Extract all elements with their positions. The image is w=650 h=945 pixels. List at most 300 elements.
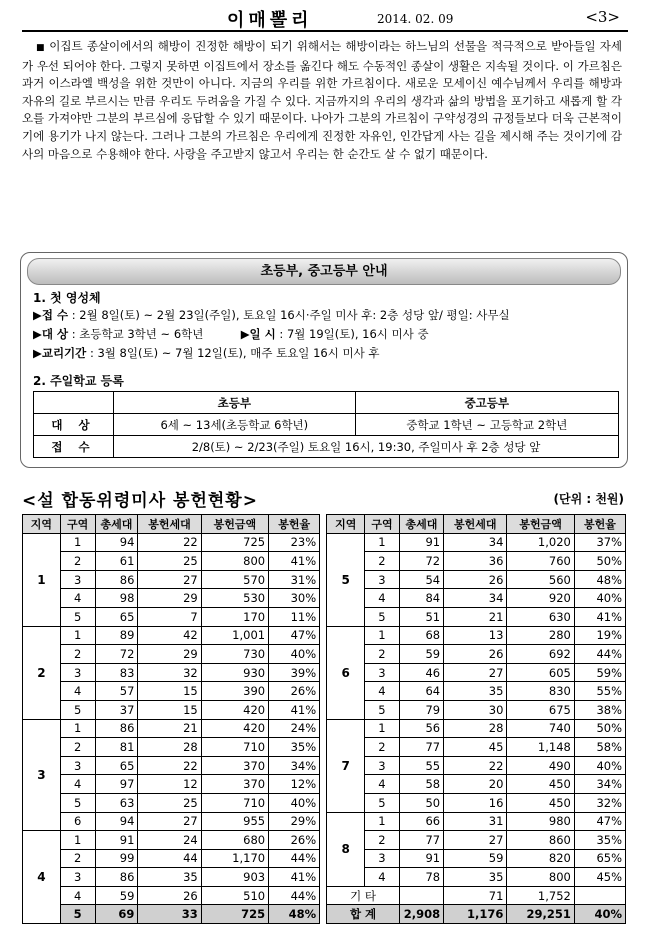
- cell-total-households: 79: [399, 700, 443, 719]
- sched-target-row: [34, 414, 619, 436]
- cell-district: 1: [60, 831, 95, 850]
- column-gap: [320, 533, 327, 552]
- cell-total-households: 66: [399, 812, 443, 831]
- cell-district: 4: [365, 682, 400, 701]
- cell-district: 5: [365, 607, 400, 626]
- cell-offering-rate: 38%: [574, 700, 625, 719]
- row-reg-label: 접 수: [34, 436, 114, 458]
- table-row: [23, 793, 626, 812]
- cell-offering-amount: 740: [507, 719, 574, 738]
- table-row: [23, 868, 626, 887]
- cell-total-households: 98: [95, 589, 138, 608]
- cell-offering-amount: 490: [507, 756, 574, 775]
- cell-total-households: 89: [95, 626, 138, 645]
- header-offering-households: 봉헌세대: [138, 515, 201, 534]
- cell-offering-amount: 860: [507, 831, 574, 850]
- cell-district: 4: [60, 589, 95, 608]
- header-offering-rate: 봉헌율: [269, 515, 320, 534]
- cell-offering-households: 59: [444, 849, 507, 868]
- cell-total-households: 86: [95, 719, 138, 738]
- cell-offering-rate: 41%: [574, 607, 625, 626]
- cell-district: 4: [365, 868, 400, 887]
- cell-offering-rate: 40%: [269, 645, 320, 664]
- cell-district: 3: [365, 849, 400, 868]
- cell-offering-households: 21: [138, 719, 201, 738]
- column-gap: [320, 719, 327, 738]
- intro-paragraph: [22, 38, 622, 163]
- cell-offering-rate: 48%: [574, 570, 625, 589]
- cell-district: 3: [60, 756, 95, 775]
- cell-offering-rate: 40%: [574, 756, 625, 775]
- class-label: ▶교리기간: [33, 346, 87, 360]
- cell-offering-households: 26: [444, 645, 507, 664]
- etc-households: 71: [444, 886, 507, 905]
- cell-offering-rate: 47%: [574, 812, 625, 831]
- total-label: 합 계: [327, 905, 400, 924]
- cell-district: 5: [60, 607, 95, 626]
- table-row: [23, 607, 626, 626]
- cell-offering-households: 28: [138, 738, 201, 757]
- cell-offering-rate: 48%: [269, 905, 320, 924]
- cell-total-households: 59: [95, 886, 138, 905]
- column-gap: [320, 775, 327, 794]
- cell-offering-households: 29: [138, 645, 201, 664]
- cell-offering-rate: 32%: [574, 793, 625, 812]
- cell-offering-amount: 710: [201, 793, 268, 812]
- cell-total-households: 69: [95, 905, 138, 924]
- cell-total-households: 50: [399, 793, 443, 812]
- bulletin-title: 이매뽈리: [227, 10, 313, 31]
- cell-offering-households: 27: [138, 812, 201, 831]
- cell-offering-amount: 420: [201, 700, 268, 719]
- header-district: 구역: [365, 515, 400, 534]
- reg-value: : 2월 8일(토) ~ 2월 23일(주일), 토요일 16시·주일 미사 후: 2층 성당 앞/ 평일: 사무실: [71, 308, 510, 322]
- table-row: [23, 533, 626, 552]
- cell-total-households: 91: [399, 849, 443, 868]
- header-region: 지역: [327, 515, 365, 534]
- cell-district: 4: [60, 682, 95, 701]
- cell-district: 2: [365, 645, 400, 664]
- cell-offering-rate: 41%: [269, 868, 320, 887]
- cell-total-households: 83: [95, 663, 138, 682]
- cell-total-households: 91: [95, 831, 138, 850]
- cell-total-households: 65: [95, 607, 138, 626]
- cell-district: 2: [60, 849, 95, 868]
- cell-district: 5: [60, 700, 95, 719]
- cell-total-households: 94: [95, 533, 138, 552]
- cell-district: 5: [365, 700, 400, 719]
- cell-offering-amount: 630: [507, 607, 574, 626]
- cell-offering-households: 27: [444, 663, 507, 682]
- cell-offering-amount: 390: [201, 682, 268, 701]
- cell-offering-amount: 370: [201, 756, 268, 775]
- cell-offering-amount: 280: [507, 626, 574, 645]
- cell-offering-rate: 45%: [574, 868, 625, 887]
- cell-offering-rate: 35%: [269, 738, 320, 757]
- cell-offering-households: 44: [138, 849, 201, 868]
- cell-offering-amount: 1,020: [507, 533, 574, 552]
- region-cell: 3: [23, 719, 61, 831]
- header-total-households: 총세대: [399, 515, 443, 534]
- cell-district: 4: [365, 589, 400, 608]
- column-gap: [320, 589, 327, 608]
- cell-offering-households: 36: [444, 552, 507, 571]
- cell-offering-households: 35: [444, 868, 507, 887]
- table-row: [23, 756, 626, 775]
- cell-total-households: 72: [95, 645, 138, 664]
- cell-district: 5: [60, 905, 95, 924]
- cell-offering-rate: 55%: [574, 682, 625, 701]
- column-gap: [320, 570, 327, 589]
- table-row: [23, 738, 626, 757]
- cell-offering-rate: 19%: [574, 626, 625, 645]
- table-row: [23, 812, 626, 831]
- target-value: : 초등학교 3학년 ~ 6학년: [71, 327, 204, 341]
- cell-offering-rate: 26%: [269, 831, 320, 850]
- sunday-school-title: 2. 주일학교 등록: [33, 374, 124, 388]
- cell-offering-amount: 605: [507, 663, 574, 682]
- cell-total-households: 37: [95, 700, 138, 719]
- column-gap: [320, 886, 327, 905]
- cell-offering-rate: 44%: [574, 645, 625, 664]
- page-number: <3>: [585, 8, 620, 26]
- cell-district: 3: [60, 663, 95, 682]
- cell-district: 1: [365, 719, 400, 738]
- cell-offering-amount: 920: [507, 589, 574, 608]
- cell-offering-households: 35: [138, 868, 201, 887]
- cell-district: 1: [365, 626, 400, 645]
- class-value: : 3월 8일(토) ~ 7월 12일(토), 매주 토요일 16시 미사 후: [89, 346, 380, 360]
- cell-total-households: 86: [95, 570, 138, 589]
- cell-offering-rate: 35%: [574, 831, 625, 850]
- cell-offering-households: 26: [138, 886, 201, 905]
- cell-offering-households: 45: [444, 738, 507, 757]
- offering-header-row: [23, 515, 626, 534]
- sunday-school-table: [33, 391, 619, 458]
- cell-offering-rate: 24%: [269, 719, 320, 738]
- cell-offering-households: 31: [444, 812, 507, 831]
- cell-offering-amount: 675: [507, 700, 574, 719]
- cell-offering-households: 33: [138, 905, 201, 924]
- cell-total-households: 77: [399, 831, 443, 850]
- cell-offering-rate: 31%: [269, 570, 320, 589]
- cell-offering-rate: 50%: [574, 552, 625, 571]
- cell-district: 3: [365, 663, 400, 682]
- cell-offering-households: 7: [138, 607, 201, 626]
- cell-district: 4: [60, 886, 95, 905]
- header-offering-amount: 봉헌금액: [507, 515, 574, 534]
- cell-offering-households: 22: [138, 756, 201, 775]
- etc-label: 기 타: [327, 886, 400, 905]
- header-total-households: 총세대: [95, 515, 138, 534]
- target-label: ▶대 상: [33, 327, 69, 341]
- cell-offering-households: 30: [444, 700, 507, 719]
- target-elementary: 6세 ~ 13세(초등학교 6학년): [114, 414, 356, 436]
- cell-total-households: 86: [95, 868, 138, 887]
- cell-district: 3: [60, 570, 95, 589]
- cell-offering-rate: 37%: [574, 533, 625, 552]
- header-offering-amount: 봉헌금액: [201, 515, 268, 534]
- cell-offering-amount: 903: [201, 868, 268, 887]
- header-offering-households: 봉헌세대: [444, 515, 507, 534]
- column-gap: [320, 552, 327, 571]
- total-rate: 40%: [574, 905, 625, 924]
- reg-period: 2/8(토) ~ 2/23(주일) 토요일 16시, 19:30, 주일미사 후 2층 성당 앞: [114, 436, 619, 458]
- cell-offering-rate: 58%: [574, 738, 625, 757]
- column-gap: [320, 626, 327, 645]
- column-gap: [320, 831, 327, 850]
- cell-offering-amount: 930: [201, 663, 268, 682]
- cell-offering-rate: 29%: [269, 812, 320, 831]
- cell-total-households: 91: [399, 533, 443, 552]
- cell-offering-rate: 11%: [269, 607, 320, 626]
- cell-district: 6: [60, 812, 95, 831]
- cell-offering-amount: 980: [507, 812, 574, 831]
- cell-offering-households: 27: [444, 831, 507, 850]
- table-row: [23, 775, 626, 794]
- cell-offering-rate: 39%: [269, 663, 320, 682]
- cell-offering-amount: 820: [507, 849, 574, 868]
- header-region: 지역: [23, 515, 61, 534]
- reg-line: [33, 307, 510, 323]
- cell-offering-amount: 830: [507, 682, 574, 701]
- cell-total-households: 64: [399, 682, 443, 701]
- cell-total-households: 94: [95, 812, 138, 831]
- target-secondary: 중학교 1학년 ~ 고등학교 2학년: [355, 414, 618, 436]
- etc-total: [399, 886, 443, 905]
- column-gap: [320, 607, 327, 626]
- cell-offering-rate: 30%: [269, 589, 320, 608]
- cell-total-households: 57: [95, 682, 138, 701]
- cell-offering-amount: 560: [507, 570, 574, 589]
- cell-offering-households: 15: [138, 682, 201, 701]
- cell-offering-amount: 1,148: [507, 738, 574, 757]
- region-cell: 1: [23, 533, 61, 626]
- cell-offering-amount: 725: [201, 533, 268, 552]
- total-amount: 29,251: [507, 905, 574, 924]
- header-district: 구역: [60, 515, 95, 534]
- cell-district: 4: [365, 775, 400, 794]
- table-row: [23, 682, 626, 701]
- cell-total-households: 59: [399, 645, 443, 664]
- cell-offering-households: 12: [138, 775, 201, 794]
- cell-offering-households: 28: [444, 719, 507, 738]
- etc-amount: 1,752: [507, 886, 574, 905]
- cell-offering-rate: 34%: [269, 756, 320, 775]
- column-gap: [320, 663, 327, 682]
- offering-table: [22, 514, 626, 924]
- cell-offering-amount: 692: [507, 645, 574, 664]
- cell-district: 1: [365, 533, 400, 552]
- cell-offering-households: 34: [444, 589, 507, 608]
- cell-total-households: 78: [399, 868, 443, 887]
- cell-district: 1: [60, 719, 95, 738]
- cell-district: 5: [60, 793, 95, 812]
- col-secondary: 중고등부: [355, 392, 618, 414]
- row-target-label: 대 상: [34, 414, 114, 436]
- column-gap: [320, 682, 327, 701]
- offering-title: <설 합동위령미사 봉헌현황>: [22, 491, 258, 511]
- cell-offering-households: 29: [138, 589, 201, 608]
- region-cell: 6: [327, 626, 365, 719]
- cell-offering-households: 32: [138, 663, 201, 682]
- cell-offering-amount: 800: [507, 868, 574, 887]
- cell-district: 5: [365, 793, 400, 812]
- column-gap: [320, 700, 327, 719]
- cell-offering-households: 16: [444, 793, 507, 812]
- notice-title: 초등부, 중고등부 안내: [27, 258, 621, 285]
- cell-total-households: 81: [95, 738, 138, 757]
- cell-offering-rate: 34%: [574, 775, 625, 794]
- table-row: [23, 589, 626, 608]
- column-gap: [320, 645, 327, 664]
- table-row: [23, 719, 626, 738]
- total-offering-households: 1,176: [444, 905, 507, 924]
- region-cell: 7: [327, 719, 365, 812]
- header-offering-rate: 봉헌율: [574, 515, 625, 534]
- cell-district: 2: [60, 552, 95, 571]
- cell-offering-amount: 1,001: [201, 626, 268, 645]
- cell-total-households: 58: [399, 775, 443, 794]
- date-label: ▶일 시: [240, 327, 276, 341]
- region-cell: 8: [327, 812, 365, 886]
- cell-offering-amount: 510: [201, 886, 268, 905]
- sched-header-row: [34, 392, 619, 414]
- cell-district: 3: [365, 756, 400, 775]
- column-gap: [320, 812, 327, 831]
- table-row: [23, 552, 626, 571]
- cell-district: 2: [365, 738, 400, 757]
- table-row: [23, 886, 626, 905]
- cell-district: 1: [365, 812, 400, 831]
- cell-district: 3: [60, 868, 95, 887]
- cell-offering-rate: 23%: [269, 533, 320, 552]
- table-row: [23, 663, 626, 682]
- cell-district: 1: [60, 533, 95, 552]
- column-gap: [320, 756, 327, 775]
- cell-total-households: 97: [95, 775, 138, 794]
- total-households: 2,908: [399, 905, 443, 924]
- cell-offering-amount: 710: [201, 738, 268, 757]
- table-row: [23, 905, 626, 924]
- page-header: [22, 6, 628, 32]
- cell-total-households: 46: [399, 663, 443, 682]
- cell-offering-households: 25: [138, 793, 201, 812]
- table-row: [23, 831, 626, 850]
- cell-offering-households: 15: [138, 700, 201, 719]
- cell-district: 2: [365, 552, 400, 571]
- cell-district: 2: [60, 738, 95, 757]
- cell-offering-amount: 955: [201, 812, 268, 831]
- region-cell: 2: [23, 626, 61, 719]
- table-row: [23, 570, 626, 589]
- cell-district: 3: [365, 570, 400, 589]
- cell-offering-amount: 170: [201, 607, 268, 626]
- class-line: [33, 345, 379, 361]
- cell-total-households: 99: [95, 849, 138, 868]
- cell-district: 4: [60, 775, 95, 794]
- cell-offering-rate: 59%: [574, 663, 625, 682]
- column-gap: [320, 515, 327, 534]
- column-gap: [320, 868, 327, 887]
- cell-offering-rate: 44%: [269, 886, 320, 905]
- cell-offering-rate: 12%: [269, 775, 320, 794]
- table-row: [23, 645, 626, 664]
- etc-rate: [574, 886, 625, 905]
- reg-label: ▶접 수: [33, 308, 69, 322]
- region-cell: 4: [23, 831, 61, 924]
- cell-offering-amount: 370: [201, 775, 268, 794]
- cell-offering-rate: 40%: [269, 793, 320, 812]
- cell-total-households: 72: [399, 552, 443, 571]
- cell-offering-households: 22: [138, 533, 201, 552]
- sched-reg-row: [34, 436, 619, 458]
- cell-offering-amount: 1,170: [201, 849, 268, 868]
- offering-unit: (단위 : 천원): [553, 492, 624, 506]
- cell-total-households: 56: [399, 719, 443, 738]
- cell-offering-amount: 530: [201, 589, 268, 608]
- square-bullet-icon: ■: [36, 43, 46, 53]
- cell-offering-rate: 26%: [269, 682, 320, 701]
- cell-total-households: 54: [399, 570, 443, 589]
- table-row: [23, 626, 626, 645]
- cell-offering-households: 34: [444, 533, 507, 552]
- cell-total-households: 55: [399, 756, 443, 775]
- col-elementary: 초등부: [114, 392, 356, 414]
- cell-offering-rate: 40%: [574, 589, 625, 608]
- cell-offering-households: 26: [444, 570, 507, 589]
- cell-offering-rate: 44%: [269, 849, 320, 868]
- cell-offering-rate: 50%: [574, 719, 625, 738]
- cell-offering-amount: 450: [507, 775, 574, 794]
- target-line: [33, 326, 429, 342]
- cell-offering-households: 20: [444, 775, 507, 794]
- cell-offering-amount: 760: [507, 552, 574, 571]
- cell-offering-households: 21: [444, 607, 507, 626]
- cell-total-households: 51: [399, 607, 443, 626]
- cell-offering-households: 25: [138, 552, 201, 571]
- column-gap: [320, 793, 327, 812]
- cell-total-households: 84: [399, 589, 443, 608]
- region-cell: 5: [327, 533, 365, 626]
- column-gap: [320, 905, 327, 924]
- cell-offering-amount: 800: [201, 552, 268, 571]
- first-communion-title: 1. 첫 영성체: [33, 291, 101, 305]
- cell-district: 1: [60, 626, 95, 645]
- cell-offering-households: 42: [138, 626, 201, 645]
- cell-offering-households: 27: [138, 570, 201, 589]
- school-notice-box: [20, 252, 628, 468]
- cell-offering-amount: 450: [507, 793, 574, 812]
- cell-offering-rate: 41%: [269, 552, 320, 571]
- cell-offering-amount: 570: [201, 570, 268, 589]
- cell-total-households: 63: [95, 793, 138, 812]
- intro-text: 이집트 종살이에서의 해방이 진정한 해방이 되기 위해서는 해방이라는 하느님의 선물을 적극적으로 받아들일 자세가 우선 되어야 한다. 그렇지 못하면 이집트에서 장소를 옮긴다 해도 수동적인 종살이 생활은 지속될 것이다. 이 가르침은 과거 이스라엘 백성을 위한 것만이 아니다. 지금의 우리를 위한 가르침이다. 새로운 모세이신 예수님께서 우리를 해방과 자유의 길로 부르시는 만큼 우리도 두려움을 가질 수 있다. 지금까지의 우리의 생각과 삶의 방법을 포기하고 새롭게 할 각오를 가져야만 그분의 부르심에 응답할 수 있기 때문이다. 나아가 그분의 가르침이 구약성경의 규정들보다 더욱 근본적이기에 용기가 나지 않는다. 그러나 그분의 가르침은 우리에게 진정한 자유인, 인간답게 사는 길을 제시해 주는 것이기에 감사의 마음으로 수용해야 한다. 사랑을 주고받지 않고서 우리는 한 순간도 살 수 없기 때문이다.: [22, 39, 623, 161]
- cell-total-households: 61: [95, 552, 138, 571]
- cell-offering-amount: 730: [201, 645, 268, 664]
- cell-offering-households: 35: [444, 682, 507, 701]
- cell-total-households: 65: [95, 756, 138, 775]
- cell-offering-households: 22: [444, 756, 507, 775]
- cell-total-households: 68: [399, 626, 443, 645]
- column-gap: [320, 738, 327, 757]
- column-gap: [320, 849, 327, 868]
- table-row: [23, 849, 626, 868]
- cell-offering-rate: 47%: [269, 626, 320, 645]
- cell-offering-amount: 725: [201, 905, 268, 924]
- cell-offering-rate: 65%: [574, 849, 625, 868]
- cell-total-households: 77: [399, 738, 443, 757]
